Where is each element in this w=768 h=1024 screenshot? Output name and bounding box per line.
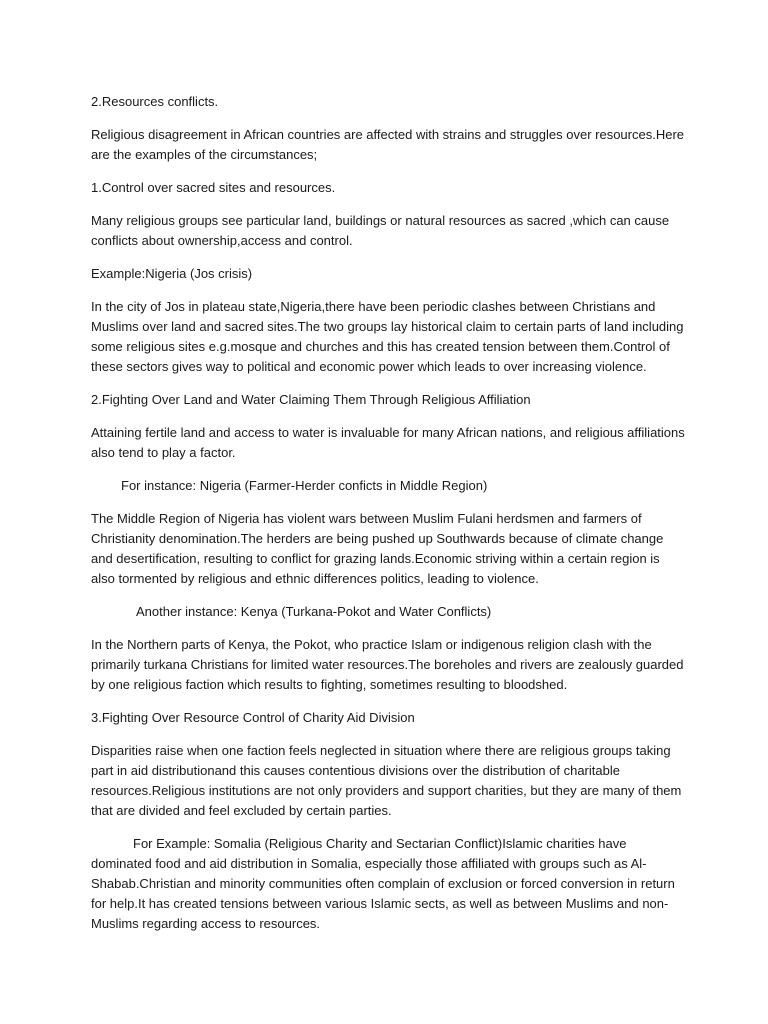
instance-heading-nigeria-farmer-herder: For instance: Nigeria (Farmer-Herder conficts in Middle Region) bbox=[121, 478, 488, 493]
section-heading-resources-conflicts: 2.Resources conflicts. bbox=[91, 94, 219, 109]
subheading-charity-aid: 3.Fighting Over Resource Control of Charity Aid Division bbox=[91, 710, 415, 725]
paragraph-fertile-land: Attaining fertile land and access to water is invaluable for many African nations, and religious affiliations also tend to play a factor. bbox=[91, 425, 685, 460]
paragraph-middle-region: The Middle Region of Nigeria has violent wars between Muslim Fulani herdsmen and farmers of Christianity denomination.The herders are being pushed up Southwards because of climate change and desertification, resulting to conflict for grazing lands.Economic striving within a certain region is also tormented by religious and ethnic differences politics, leading to violence. bbox=[91, 511, 664, 586]
instance-heading-kenya: Another instance: Kenya (Turkana-Pokot and Water Conflicts) bbox=[136, 604, 492, 619]
paragraph-disparities: Disparities raise when one faction feels neglected in situation where there are religious groups taking part in aid distributionand this causes contentious divisions over the distribution of charitable resources.Religious institutions are not only providers and support charities, but they are many of them that are divided and feel excluded by certain parties. bbox=[91, 743, 682, 818]
paragraph-jos-crisis: In the city of Jos in plateau state,Nigeria,there have been periodic clashes between Christians and Muslims over land and sacred sites.The two groups lay historical claim to certain parts of land including some religious sites e.g.mosque and churches and this has created tension between them.Control of these sectors gives way to political and economic power which leads to over increasing violence. bbox=[91, 299, 684, 374]
document-body bbox=[91, 92, 686, 947]
example-heading-nigeria-jos: Example:Nigeria (Jos crisis) bbox=[91, 266, 253, 281]
paragraph-somalia-example: For Example: Somalia (Religious Charity and Sectarian Conflict)Islamic charities have dominated food and aid distribution in Somalia, especially those affiliated with groups such as Al-Shabab.Christian and minority communities often complain of exclusion or forced conversion in return for help.It has created tensions between various Islamic sects, as well as between Muslims and non-Muslims regarding access to resources. bbox=[91, 836, 675, 931]
intro-paragraph: Religious disagreement in African countries are affected with strains and struggles over resources.Here are the examples of the circumstances; bbox=[91, 127, 685, 162]
subheading-control-sacred-sites: 1.Control over sacred sites and resources. bbox=[91, 180, 336, 195]
subheading-land-water: 2.Fighting Over Land and Water Claiming Them Through Religious Affiliation bbox=[91, 392, 531, 407]
paragraph-kenya-pokot: In the Northern parts of Kenya, the Pokot, who practice Islam or indigenous religion clash with the primarily turkana Christians for limited water resources.The boreholes and rivers are zealously guarded by one religious faction which results to fighting, sometimes resulting to bloodshed. bbox=[91, 637, 684, 692]
paragraph-sacred-resources: Many religious groups see particular land, buildings or natural resources as sacred ,which can cause conflicts about ownership,access and control. bbox=[91, 213, 670, 248]
